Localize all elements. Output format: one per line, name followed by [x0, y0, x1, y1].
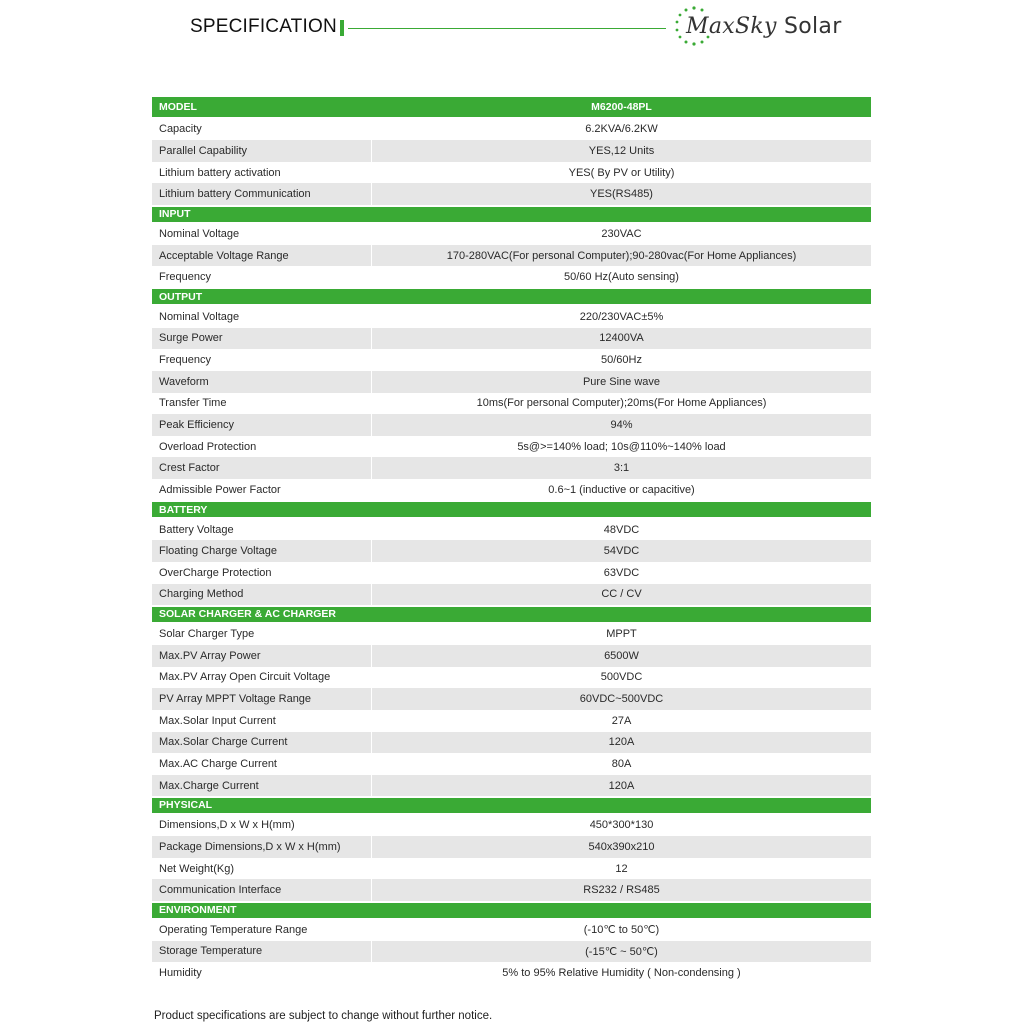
spec-label: Package Dimensions,D x W x H(mm) — [152, 836, 372, 858]
table-row — [152, 710, 871, 732]
section-header — [152, 798, 871, 813]
section-header — [152, 289, 871, 304]
spec-value: RS232 / RS485 — [583, 884, 660, 897]
brand-logo — [672, 4, 842, 48]
spec-value: 10ms(For personal Computer);20ms(For Home Appliances) — [476, 397, 767, 410]
table-row — [152, 540, 871, 562]
spec-value: 0.6~1 (inductive or capacitive) — [548, 483, 695, 496]
table-row — [152, 183, 871, 205]
spec-label: Max.Solar Input Current — [152, 710, 372, 732]
spec-label: Solar Charger Type — [152, 623, 372, 645]
spec-label: Dimensions,D x W x H(mm) — [152, 814, 372, 836]
table-row — [152, 162, 871, 184]
spec-label: Charging Method — [152, 584, 372, 606]
table-row — [152, 814, 871, 836]
section-value: M6200-48PL — [591, 101, 652, 113]
section-header — [152, 207, 871, 222]
spec-label: Parallel Capability — [152, 140, 372, 162]
table-row — [152, 414, 871, 436]
spec-label: PV Array MPPT Voltage Range — [152, 688, 372, 710]
spec-label: Surge Power — [152, 328, 372, 350]
section-title: PHYSICAL — [159, 799, 213, 812]
section-title: INPUT — [159, 208, 191, 221]
spec-label: Humidity — [152, 962, 372, 984]
table-row — [152, 584, 871, 606]
spec-value: 54VDC — [603, 545, 640, 558]
footnote: Product specifications are subject to change without further notice. — [154, 1010, 493, 1022]
title-accent-bar — [340, 20, 344, 36]
spec-value: 27A — [611, 714, 632, 727]
spec-value: 5% to 95% Relative Humidity ( Non-condensing ) — [502, 967, 741, 980]
spec-value: 500VDC — [600, 671, 643, 684]
spec-value: YES,12 Units — [588, 144, 655, 157]
spec-value: 540x390x210 — [588, 840, 655, 853]
spec-value: 5s@>=140% load; 10s@110%~140% load — [517, 440, 726, 453]
spec-value: MPPT — [606, 628, 637, 641]
spec-value: 12 — [615, 862, 628, 875]
spec-value: 94% — [610, 419, 633, 431]
spec-value: YES( By PV or Utility) — [568, 166, 675, 179]
specification-table — [152, 97, 871, 984]
table-row — [152, 266, 871, 288]
spec-label: Acceptable Voltage Range — [152, 245, 372, 267]
spec-label: Floating Charge Voltage — [152, 540, 372, 562]
table-row — [152, 223, 871, 245]
spec-label: Max.PV Array Power — [152, 645, 372, 667]
section-title: MODEL — [159, 101, 197, 113]
spec-label: Frequency — [152, 266, 372, 288]
spec-label: Communication Interface — [152, 879, 372, 901]
table-row — [152, 436, 871, 458]
title-divider-line — [348, 28, 666, 29]
spec-label: Admissible Power Factor — [152, 479, 372, 501]
table-row — [152, 836, 871, 858]
table-row — [152, 457, 871, 479]
page-title: SPECIFICATION — [190, 16, 337, 37]
spec-value: 120A — [608, 779, 635, 792]
table-row — [152, 328, 871, 350]
spec-label: Capacity — [152, 119, 372, 141]
spec-label: Waveform — [152, 371, 372, 393]
spec-label: Max.AC Charge Current — [152, 753, 372, 775]
spec-value: 63VDC — [603, 566, 640, 579]
spec-label: Storage Temperature — [152, 941, 372, 963]
spec-label: Overload Protection — [152, 436, 372, 458]
section-title: ENVIRONMENT — [159, 904, 237, 916]
spec-label: Operating Temperature Range — [152, 919, 372, 941]
spec-value: 220/230VAC±5% — [579, 310, 664, 323]
table-row — [152, 688, 871, 710]
spec-label: Max.Charge Current — [152, 775, 372, 797]
table-row — [152, 349, 871, 371]
table-row — [152, 962, 871, 984]
section-title: SOLAR CHARGER & AC CHARGER — [159, 608, 336, 621]
spec-value: 12400VA — [599, 332, 644, 345]
spec-value: 50/60Hz — [601, 354, 642, 367]
spec-value: 450*300*130 — [589, 819, 654, 832]
spec-label: Transfer Time — [152, 393, 372, 415]
spec-value: 120A — [608, 736, 635, 749]
table-row — [152, 519, 871, 541]
spec-value: 3:1 — [613, 462, 630, 475]
spec-label: Net Weight(Kg) — [152, 858, 372, 880]
spec-label: Lithium battery activation — [152, 162, 372, 184]
table-row — [152, 371, 871, 393]
section-title: BATTERY — [159, 503, 208, 516]
spec-label: Nominal Voltage — [152, 223, 372, 245]
spec-value: 6500W — [604, 649, 639, 662]
spec-label: OverCharge Protection — [152, 562, 372, 584]
spec-value: (-10℃ to 50℃) — [583, 924, 660, 937]
spec-value: (-15℃ ~ 50℃) — [585, 945, 658, 958]
spec-value: 48VDC — [603, 523, 640, 536]
table-row — [152, 562, 871, 584]
spec-label: Max.Solar Charge Current — [152, 732, 372, 754]
table-row — [152, 667, 871, 689]
spec-value: 230VAC — [601, 227, 642, 240]
spec-label: Peak Efficiency — [152, 414, 372, 436]
spec-value: 6.2KVA/6.2KW — [585, 123, 658, 136]
table-row — [152, 479, 871, 501]
page-header — [0, 0, 1024, 60]
spec-label: Lithium battery Communication — [152, 183, 372, 205]
table-row — [152, 645, 871, 667]
table-row — [152, 119, 871, 141]
logo-wordmark: MaxSky Solar — [686, 14, 842, 39]
section-header — [152, 903, 871, 918]
section-header — [152, 502, 871, 517]
spec-value: Pure Sine wave — [582, 375, 661, 388]
table-row — [152, 245, 871, 267]
spec-value: 50/60 Hz(Auto sensing) — [564, 271, 679, 284]
spec-value: CC / CV — [601, 588, 642, 601]
table-row — [152, 306, 871, 328]
table-row — [152, 393, 871, 415]
table-row — [152, 858, 871, 880]
table-row — [152, 775, 871, 797]
spec-value: 60VDC~500VDC — [579, 693, 664, 706]
table-row — [152, 732, 871, 754]
spec-value: 170-280VAC(For personal Computer);90-280vac(For Home Appliances) — [446, 249, 797, 262]
table-row — [152, 879, 871, 901]
table-row — [152, 623, 871, 645]
section-header — [152, 97, 871, 117]
spec-label: Battery Voltage — [152, 519, 372, 541]
table-row — [152, 140, 871, 162]
section-header — [152, 607, 871, 622]
table-row — [152, 753, 871, 775]
table-row — [152, 919, 871, 941]
spec-value: 80A — [611, 757, 632, 770]
spec-label: Max.PV Array Open Circuit Voltage — [152, 667, 372, 689]
spec-label: Nominal Voltage — [152, 306, 372, 328]
section-title: OUTPUT — [159, 290, 203, 303]
spec-label: Crest Factor — [152, 457, 372, 479]
spec-label: Frequency — [152, 349, 372, 371]
spec-value: YES(RS485) — [590, 188, 653, 201]
table-row — [152, 941, 871, 963]
